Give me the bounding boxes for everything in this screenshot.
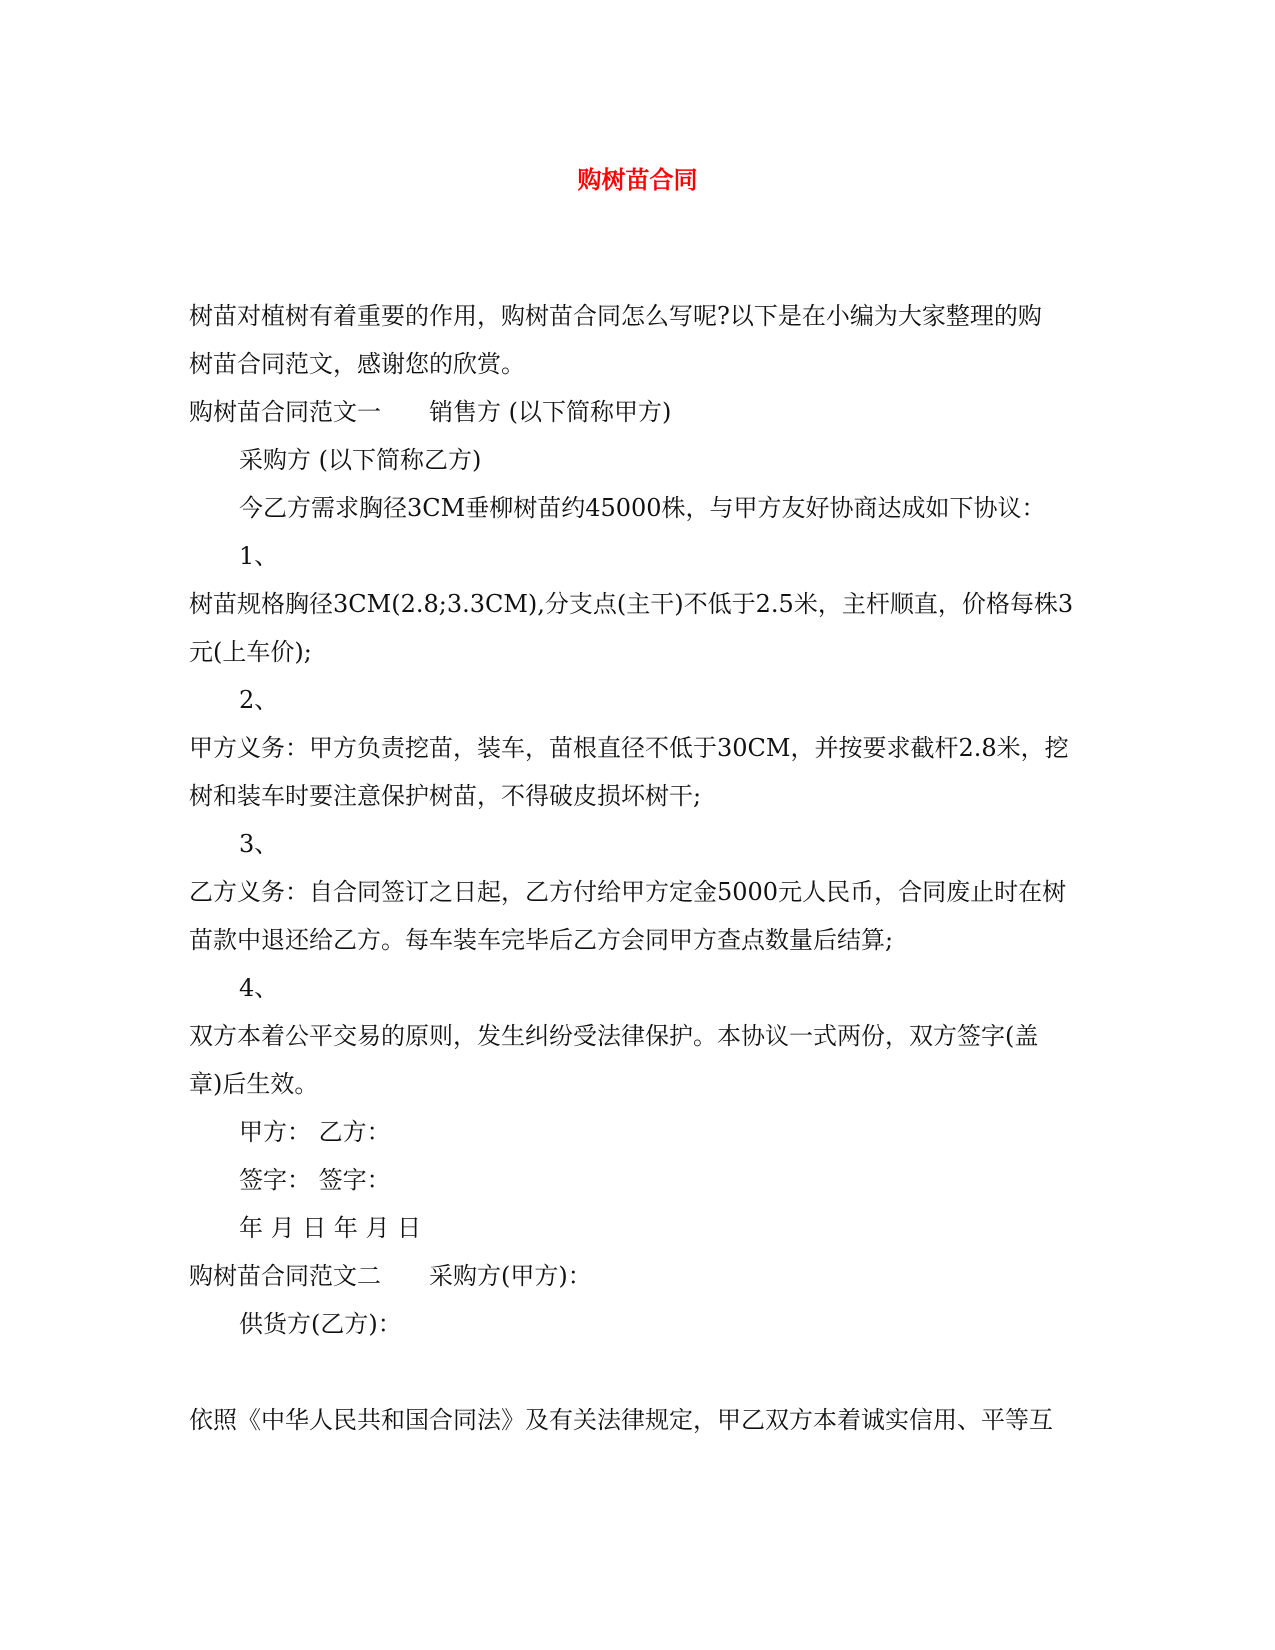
sample2-statement: 依照《中华人民共和国合同法》及有关法律规定，甲乙双方本着诚实信用、平等互 — [189, 1406, 1053, 1434]
sample2-supplier: 供货方(乙方)： — [239, 1310, 402, 1338]
clause-3-line-1: 乙方义务：自合同签订之日起，乙方付给甲方定金5000元人民币，合同废止时在树 — [189, 878, 1067, 906]
intro-line-2: 树苗合同范文，感谢您的欣赏。 — [189, 350, 525, 378]
clause-4-line-1: 双方本着公平交易的原则，发生纠纷受法律保护。本协议一式两份，双方签字(盖 — [189, 1022, 1039, 1050]
date-line: 年 月 日 年 月 日 — [239, 1214, 422, 1242]
clause-4-line-2: 章)后生效。 — [189, 1070, 319, 1098]
document-title: 购树苗合同 — [577, 165, 698, 194]
clause-1-line-2: 元(上车价); — [189, 638, 312, 666]
parties-line: 甲方： 乙方： — [239, 1118, 391, 1146]
clause-2-line-1: 甲方义务：甲方负责挖苗，装车，苗根直径不低于30CM，并按要求截杆2.8米，挖 — [189, 734, 1069, 762]
signature-line: 签字： 签字： — [239, 1166, 391, 1194]
intro-line-1: 树苗对植树有着重要的作用，购树苗合同怎么写呢?以下是在小编为大家整理的购 — [189, 302, 1042, 330]
clause-2-number: 2、 — [239, 686, 279, 714]
sample1-statement: 今乙方需求胸径3CM垂柳树苗约45000株，与甲方友好协商达成如下协议： — [239, 494, 1046, 522]
clause-3-line-2: 苗款中退还给乙方。每车装车完毕后乙方会同甲方查点数量后结算; — [189, 926, 894, 954]
sample2-heading-row — [189, 1252, 1094, 1300]
document-body — [189, 292, 1094, 1444]
clause-2-line-2: 树和装车时要注意保护树苗，不得破皮损坏树干; — [189, 782, 702, 810]
clause-4-number: 4、 — [239, 974, 279, 1002]
clause-1-line-1: 树苗规格胸径3CM(2.8;3.3CM),分支点(主干)不低于2.5米，主杆顺直，价格每株3 — [189, 590, 1074, 618]
sample1-buyer: 采购方 (以下简称乙方) — [239, 446, 482, 474]
sample2-heading: 购树苗合同范文二 — [189, 1262, 381, 1290]
blank-line — [189, 1348, 1094, 1396]
clause-1-number: 1、 — [239, 542, 279, 570]
sample1-heading: 购树苗合同范文一 — [189, 398, 381, 426]
clause-3-number: 3、 — [239, 830, 279, 858]
sample1-heading-row — [189, 388, 1094, 436]
sample1-seller: 销售方 (以下简称甲方) — [429, 398, 672, 426]
sample2-buyer: 采购方(甲方)： — [429, 1262, 592, 1290]
